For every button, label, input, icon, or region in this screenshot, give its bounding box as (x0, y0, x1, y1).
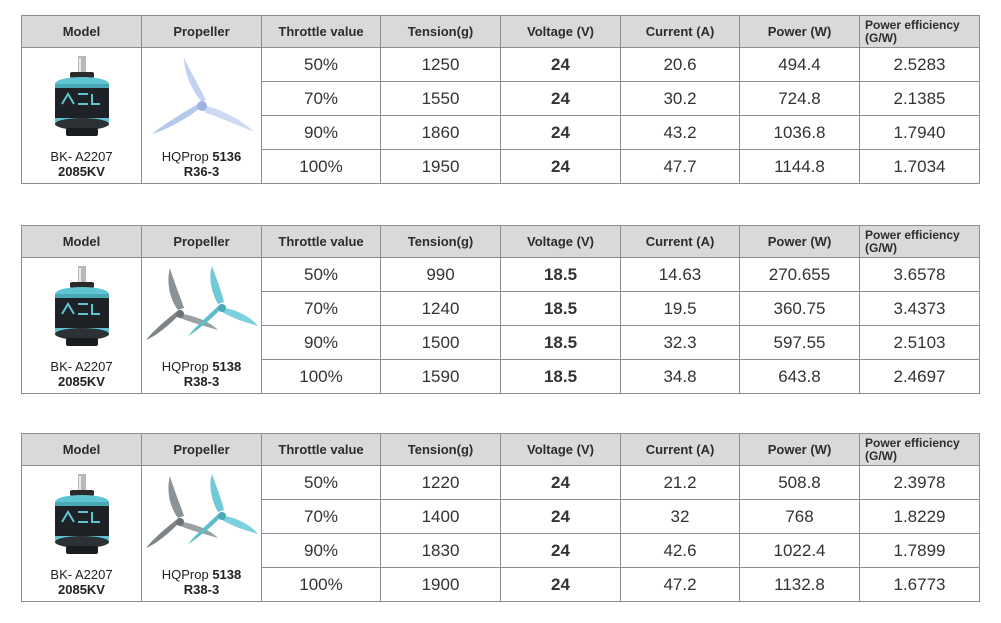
propeller-icon (144, 472, 260, 558)
voltage-cell: 24 (501, 150, 621, 184)
current-cell: 42.6 (621, 534, 740, 568)
efficiency-header-line2: (G/W) (865, 30, 897, 45)
efficiency-header-line1: Power efficiency (865, 17, 960, 32)
tension-cell: 1590 (381, 360, 501, 394)
table-row (22, 48, 980, 82)
voltage-cell: 24 (501, 534, 621, 568)
propeller-brand: HQProp (161, 359, 213, 374)
throttle-cell: 90% (262, 116, 381, 150)
power-cell: 1144.8 (740, 150, 860, 184)
voltage-cell: 24 (501, 466, 621, 500)
model-kv: 2085KV (58, 582, 105, 597)
propeller-cell (142, 258, 262, 394)
power-header: Power (W) (740, 16, 860, 48)
motor-icon (50, 54, 114, 140)
tension-cell: 1550 (381, 82, 501, 116)
model-caption (22, 149, 141, 179)
tension-header: Tension(g) (381, 16, 501, 48)
throttle-cell: 100% (262, 150, 381, 184)
throttle-cell: 100% (262, 360, 381, 394)
tension-cell: 1220 (381, 466, 501, 500)
propeller-caption (142, 359, 261, 389)
power-cell: 724.8 (740, 82, 860, 116)
efficiency-header (860, 226, 980, 258)
current-cell: 47.7 (621, 150, 740, 184)
voltage-cell: 24 (501, 500, 621, 534)
tension-cell: 990 (381, 258, 501, 292)
efficiency-cell: 3.4373 (860, 292, 980, 326)
model-kv: 2085KV (58, 164, 105, 179)
current-header: Current (A) (621, 434, 740, 466)
power-cell: 768 (740, 500, 860, 534)
propeller-brand: HQProp (161, 567, 213, 582)
throttle-header: Throttle value (262, 434, 381, 466)
efficiency-cell: 2.5283 (860, 48, 980, 82)
throttle-cell: 50% (262, 466, 381, 500)
propeller-brand: HQProp (161, 149, 213, 164)
spec-table-1 (21, 15, 980, 184)
voltage-cell: 24 (501, 116, 621, 150)
power-cell: 508.8 (740, 466, 860, 500)
voltage-header: Voltage (V) (501, 226, 621, 258)
throttle-cell: 100% (262, 568, 381, 602)
power-cell: 1132.8 (740, 568, 860, 602)
voltage-cell: 24 (501, 48, 621, 82)
current-header: Current (A) (621, 16, 740, 48)
efficiency-cell: 1.6773 (860, 568, 980, 602)
spec-table-2 (21, 225, 980, 394)
spec-table-3 (21, 433, 980, 602)
throttle-cell: 50% (262, 258, 381, 292)
efficiency-header-line1: Power efficiency (865, 435, 960, 450)
power-cell: 1036.8 (740, 116, 860, 150)
current-cell: 20.6 (621, 48, 740, 82)
efficiency-cell: 1.7899 (860, 534, 980, 568)
voltage-cell: 24 (501, 82, 621, 116)
power-cell: 597.55 (740, 326, 860, 360)
current-cell: 19.5 (621, 292, 740, 326)
power-header: Power (W) (740, 434, 860, 466)
propeller-header: Propeller (142, 226, 262, 258)
throttle-cell: 90% (262, 534, 381, 568)
table-row (22, 258, 980, 292)
throttle-cell: 90% (262, 326, 381, 360)
efficiency-header-line1: Power efficiency (865, 227, 960, 242)
throttle-cell: 70% (262, 500, 381, 534)
voltage-header: Voltage (V) (501, 16, 621, 48)
throttle-header: Throttle value (262, 226, 381, 258)
propeller-size: 5138 (212, 359, 242, 374)
throttle-cell: 70% (262, 292, 381, 326)
motor-icon (50, 264, 114, 350)
efficiency-header-line2: (G/W) (865, 240, 897, 255)
propeller-model: R38-3 (183, 374, 220, 389)
power-cell: 643.8 (740, 360, 860, 394)
propeller-caption (142, 567, 261, 597)
current-cell: 21.2 (621, 466, 740, 500)
power-cell: 1022.4 (740, 534, 860, 568)
model-cell (22, 466, 142, 602)
model-caption (22, 359, 141, 389)
motor-icon (50, 472, 114, 558)
model-header: Model (22, 434, 142, 466)
throttle-cell: 70% (262, 82, 381, 116)
propeller-size: 5136 (212, 149, 242, 164)
efficiency-cell: 2.4697 (860, 360, 980, 394)
current-cell: 47.2 (621, 568, 740, 602)
current-cell: 43.2 (621, 116, 740, 150)
tension-cell: 1400 (381, 500, 501, 534)
table-row (22, 466, 980, 500)
tension-cell: 1250 (381, 48, 501, 82)
current-cell: 34.8 (621, 360, 740, 394)
efficiency-cell: 2.1385 (860, 82, 980, 116)
model-cell (22, 258, 142, 394)
model-cell (22, 48, 142, 184)
current-cell: 14.63 (621, 258, 740, 292)
tension-cell: 1900 (381, 568, 501, 602)
propeller-header: Propeller (142, 16, 262, 48)
voltage-cell: 18.5 (501, 360, 621, 394)
propeller-model: R38-3 (183, 582, 220, 597)
voltage-cell: 24 (501, 568, 621, 602)
current-cell: 30.2 (621, 82, 740, 116)
efficiency-cell: 1.7940 (860, 116, 980, 150)
power-cell: 360.75 (740, 292, 860, 326)
current-header: Current (A) (621, 226, 740, 258)
propeller-icon (144, 264, 260, 350)
header-row (22, 434, 980, 466)
tension-cell: 1830 (381, 534, 501, 568)
tension-cell: 1500 (381, 326, 501, 360)
propeller-header: Propeller (142, 434, 262, 466)
efficiency-cell: 1.7034 (860, 150, 980, 184)
tension-cell: 1950 (381, 150, 501, 184)
efficiency-cell: 2.5103 (860, 326, 980, 360)
throttle-header: Throttle value (262, 16, 381, 48)
efficiency-header-line2: (G/W) (865, 448, 897, 463)
model-header: Model (22, 226, 142, 258)
propeller-size: 5138 (212, 567, 242, 582)
current-cell: 32.3 (621, 326, 740, 360)
power-header: Power (W) (740, 226, 860, 258)
model-name: BK- A2207 (50, 567, 113, 582)
propeller-cell (142, 48, 262, 184)
voltage-cell: 18.5 (501, 292, 621, 326)
efficiency-cell: 1.8229 (860, 500, 980, 534)
tension-cell: 1860 (381, 116, 501, 150)
tension-header: Tension(g) (381, 434, 501, 466)
voltage-cell: 18.5 (501, 326, 621, 360)
model-header: Model (22, 16, 142, 48)
propeller-caption (142, 149, 261, 179)
current-cell: 32 (621, 500, 740, 534)
model-caption (22, 567, 141, 597)
tension-header: Tension(g) (381, 226, 501, 258)
efficiency-cell: 2.3978 (860, 466, 980, 500)
efficiency-header (860, 434, 980, 466)
header-row (22, 16, 980, 48)
voltage-header: Voltage (V) (501, 434, 621, 466)
throttle-cell: 50% (262, 48, 381, 82)
model-kv: 2085KV (58, 374, 105, 389)
voltage-cell: 18.5 (501, 258, 621, 292)
propeller-model: R36-3 (183, 164, 220, 179)
model-name: BK- A2207 (50, 149, 113, 164)
efficiency-cell: 3.6578 (860, 258, 980, 292)
propeller-cell (142, 466, 262, 602)
power-cell: 494.4 (740, 48, 860, 82)
tension-cell: 1240 (381, 292, 501, 326)
header-row (22, 226, 980, 258)
efficiency-header (860, 16, 980, 48)
power-cell: 270.655 (740, 258, 860, 292)
propeller-icon (144, 54, 260, 140)
model-name: BK- A2207 (50, 359, 113, 374)
